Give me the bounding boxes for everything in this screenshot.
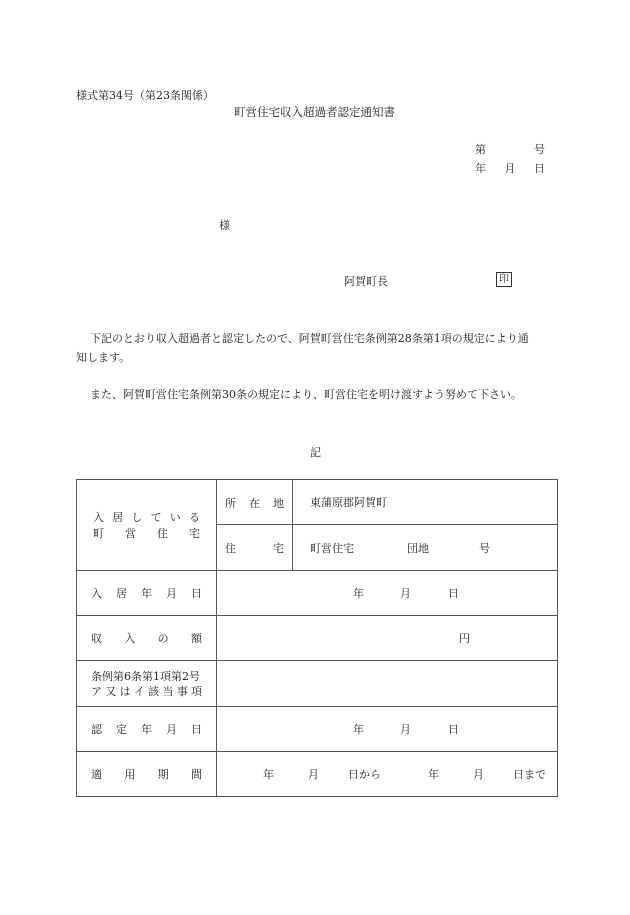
date-day: 日	[534, 162, 545, 175]
location-label-cell	[217, 480, 293, 525]
housing-char: 宅	[189, 527, 200, 540]
period-to-day: 日まで	[513, 768, 546, 781]
housing-label-cell	[77, 480, 217, 571]
period-from-year: 年	[263, 768, 274, 781]
location-char: 地	[273, 497, 284, 510]
body-paragraph-1-line2: 知します。	[76, 351, 131, 364]
dwelling-label-cell	[217, 525, 293, 571]
move-in-char: 居	[116, 587, 127, 600]
location-char: 在	[249, 497, 260, 510]
date-month: 月	[504, 162, 516, 175]
ordinance-char: 事	[176, 684, 188, 698]
dwelling-complex: 団地	[407, 541, 429, 555]
period-label-cell	[77, 752, 217, 797]
body-paragraph-2: また、阿賀町営住宅条例第30条の規定により、町営住宅を明け渡すよう努めて下さい。	[90, 388, 522, 401]
period-value	[217, 766, 557, 782]
housing-char: る	[188, 511, 200, 524]
housing-char: て	[150, 511, 162, 524]
certify-day: 日	[448, 723, 459, 736]
certify-char: 認	[91, 723, 102, 736]
income-char: 収	[91, 632, 102, 645]
housing-label-line2	[91, 525, 202, 541]
period-from-day: 日から	[348, 768, 381, 781]
move-in-char: 月	[166, 587, 177, 600]
move-in-char: 日	[191, 587, 202, 600]
certify-value	[217, 721, 557, 737]
period-value-cell[interactable]	[217, 752, 558, 797]
certify-label-cell	[77, 707, 217, 752]
housing-label-line1	[91, 509, 202, 525]
housing-char: 居	[112, 511, 124, 524]
period-char: 用	[124, 768, 136, 781]
ordinance-char: は	[119, 684, 131, 698]
ordinance-label-cell	[77, 661, 217, 707]
dwelling-char: 住	[225, 541, 236, 555]
housing-char: 入	[93, 511, 104, 524]
body-paragraph-1-line1: 下記のとおり収入超過者と認定したので、阿賀町営住宅条例第28条第1項の規定により通	[90, 332, 529, 345]
move-in-value	[217, 585, 557, 601]
period-from-month: 月	[308, 768, 319, 781]
ordinance-label-line1: 条例第6条第1項第2号	[91, 669, 200, 683]
move-in-month: 月	[400, 587, 411, 600]
addressee-suffix: 様	[219, 219, 230, 232]
dwelling-label	[225, 540, 284, 556]
move-in-char: 入	[91, 587, 102, 600]
income-char: 額	[190, 632, 202, 645]
housing-char: い	[169, 511, 181, 524]
period-char: 適	[91, 768, 102, 781]
location-char: 所	[225, 497, 236, 510]
number-prefix: 第	[475, 143, 486, 156]
dwelling-unit: 号	[479, 541, 490, 555]
move-in-day: 日	[448, 587, 459, 600]
certify-char: 日	[191, 723, 202, 736]
period-label	[91, 766, 202, 782]
date-line	[475, 160, 545, 176]
move-in-year: 年	[353, 587, 364, 600]
form-number: 様式第34号（第23条関係）	[76, 89, 214, 102]
certify-year: 年	[353, 723, 364, 736]
ordinance-char: 該	[148, 684, 160, 698]
ordinance-label-line2	[91, 684, 202, 699]
seal-glyph: 印	[496, 272, 512, 287]
income-char: 入	[124, 632, 136, 645]
certify-char: 年	[141, 723, 152, 736]
move-in-char: 年	[141, 587, 152, 600]
housing-char: 住	[157, 527, 168, 540]
move-in-label-cell	[77, 571, 217, 616]
seal-mark	[496, 272, 512, 287]
period-to-month: 月	[473, 768, 484, 781]
income-label-cell	[77, 616, 217, 661]
income-label	[91, 630, 202, 646]
document-title: 町営住宅収入超過者認定通知書	[234, 105, 395, 119]
certify-label	[91, 721, 202, 737]
dwelling-value-cell[interactable]	[293, 525, 558, 571]
location-value: 東蒲原郡阿賀町	[310, 496, 387, 509]
income-value	[217, 630, 557, 646]
ordinance-value-cell[interactable]	[217, 661, 558, 707]
ordinance-char: イ	[133, 684, 145, 698]
date-year: 年	[475, 162, 486, 175]
housing-char: 町	[93, 527, 104, 540]
income-char: の	[157, 632, 169, 645]
certify-month: 月	[400, 723, 411, 736]
number-line	[475, 141, 545, 157]
dwelling-char: 宅	[273, 541, 284, 555]
ordinance-char: 又	[105, 684, 117, 698]
certify-char: 月	[166, 723, 177, 736]
ordinance-char: 当	[162, 684, 174, 698]
ordinance-char: ア	[91, 684, 102, 698]
dwelling-prefix: 町営住宅	[310, 541, 354, 555]
move-in-value-cell[interactable]	[217, 571, 558, 616]
ki-heading: 記	[310, 446, 321, 459]
period-to-year: 年	[428, 768, 439, 781]
income-unit: 円	[459, 632, 470, 645]
certify-char: 定	[116, 723, 127, 736]
certification-table	[76, 479, 558, 797]
period-char: 期	[157, 768, 169, 781]
certify-value-cell[interactable]	[217, 707, 558, 752]
dwelling-value	[293, 540, 557, 556]
location-value-cell[interactable]	[293, 480, 558, 525]
period-char: 間	[190, 768, 202, 781]
housing-char: し	[131, 511, 143, 524]
location-label	[225, 495, 284, 511]
move-in-label	[91, 585, 202, 601]
ordinance-char: 項	[190, 684, 202, 698]
sender: 阿賀町長	[344, 275, 388, 288]
income-value-cell[interactable]	[217, 616, 558, 661]
housing-char: 営	[125, 527, 136, 540]
number-suffix: 号	[534, 143, 545, 156]
